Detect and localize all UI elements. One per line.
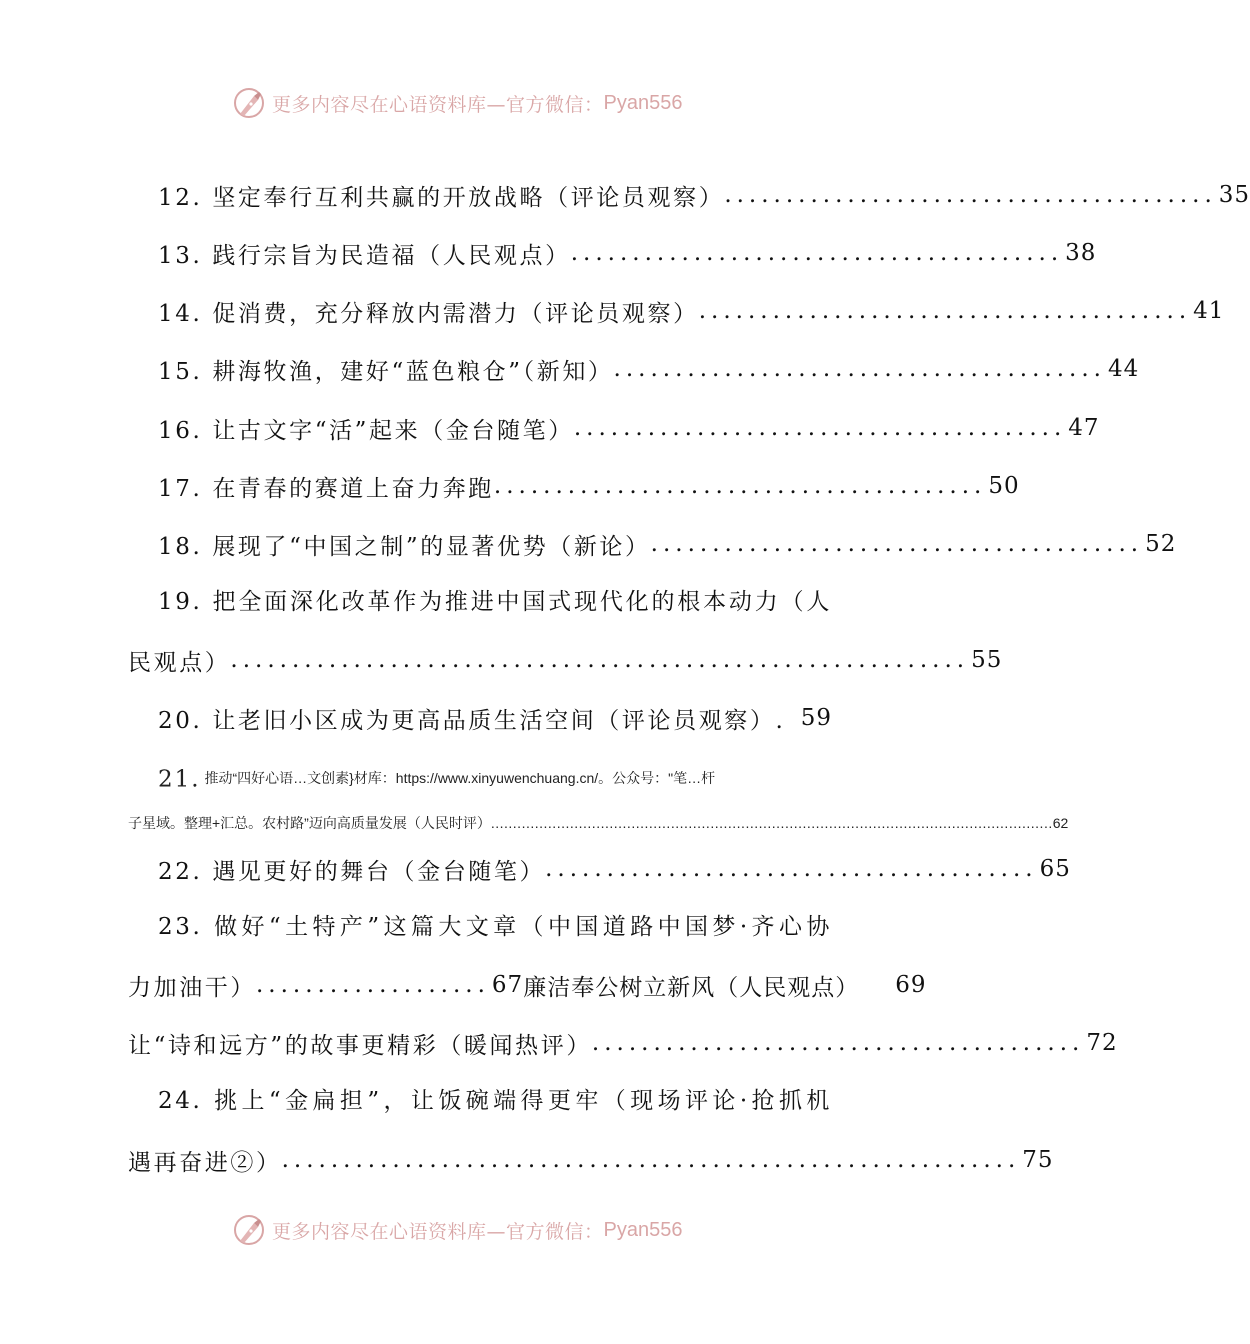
toc-page: 50 bbox=[988, 473, 1020, 499]
toc-item-14[interactable] bbox=[158, 291, 1225, 331]
dot-leader: ............................................................ bbox=[230, 647, 970, 673]
dot-leader: ........................................ bbox=[650, 531, 1144, 557]
dot-leader: ................................................................................................................................ bbox=[490, 815, 1053, 831]
toc-page: 65 bbox=[1039, 856, 1071, 882]
toc-item-13[interactable] bbox=[158, 233, 1097, 273]
toc-item-12[interactable] bbox=[158, 175, 1250, 215]
dot-leader: ........................................ bbox=[724, 182, 1217, 208]
toc-item-17[interactable] bbox=[158, 466, 1020, 506]
toc-item-23-line3[interactable] bbox=[128, 1023, 1118, 1063]
toc-page: 52 bbox=[1145, 531, 1177, 557]
dot-leader: ........................................ bbox=[545, 856, 1038, 882]
toc-title-extra: 廉洁奉公树立新风（人民观点） bbox=[523, 974, 860, 1001]
toc-title: 20. 让老旧小区成为更高品质生活空间（评论员观察）. bbox=[158, 707, 786, 734]
toc-page: 75 bbox=[1022, 1147, 1054, 1173]
toc-page: 59 bbox=[800, 705, 832, 731]
toc-page: 55 bbox=[971, 647, 1003, 673]
dot-leader: ........................................ bbox=[591, 1030, 1085, 1056]
dot-leader: ........................................ bbox=[570, 240, 1064, 266]
toc-title: 15. 耕海牧渔，建好“蓝色粮仓”（新知） bbox=[158, 358, 614, 385]
toc-title: 民观点） bbox=[128, 649, 231, 676]
toc-item-23-line1[interactable]: 23. 做好“土特产”这篇大文章（中国道路中国梦·齐心协 bbox=[158, 914, 832, 940]
dot-leader: ................... bbox=[256, 972, 490, 998]
toc-title: 遇再奋进②） bbox=[128, 1149, 282, 1176]
header-banner bbox=[232, 83, 682, 123]
pen-nib-logo-icon bbox=[232, 1213, 266, 1247]
toc-page: 38 bbox=[1065, 240, 1097, 266]
toc-page: 62 bbox=[1052, 815, 1069, 831]
toc-item-15[interactable] bbox=[158, 349, 1140, 389]
toc-title: 14. 促消费，充分释放内需潜力（评论员观察） bbox=[158, 300, 699, 327]
dot-leader: ............................................................ bbox=[281, 1147, 1021, 1173]
toc-item-21-line2[interactable] bbox=[128, 811, 1069, 835]
toc-item-16[interactable] bbox=[158, 408, 1100, 448]
toc-title: 力加油干） bbox=[128, 974, 256, 1001]
banner-text: 更多内容尽在心语资料库—官方微信： bbox=[272, 93, 604, 116]
toc-page: 44 bbox=[1107, 356, 1140, 382]
toc-item-24-line2[interactable] bbox=[128, 1140, 1054, 1180]
banner-text: 更多内容尽在心语资料库—官方微信： bbox=[272, 1220, 604, 1243]
dot-leader: ........................................ bbox=[493, 473, 987, 499]
toc-item-21-line1[interactable] bbox=[158, 766, 832, 793]
toc-page: 67 bbox=[491, 972, 524, 998]
toc-title: 17. 在青春的赛道上奋力奔跑 bbox=[158, 475, 494, 502]
toc-page: 41 bbox=[1193, 298, 1225, 324]
banner-wechat-id: Pyan556 bbox=[603, 91, 683, 114]
toc-item-23-line2[interactable] bbox=[128, 965, 927, 1005]
toc-item-20[interactable] bbox=[158, 698, 832, 738]
toc-title-small: 推动“四好心语…文创素}材库：https://www.xinyuwenchuang.cn/。公众号："笔…杆 bbox=[204, 770, 716, 786]
toc-title: 16. 让古文字“活”起来（金台随笔） bbox=[158, 417, 574, 444]
toc-page: 47 bbox=[1068, 415, 1100, 441]
dot-leader: ........................................ bbox=[698, 298, 1192, 324]
toc-title-small: 子星域。整理+汇总。农村路”迈向高质量发展（人民时评） bbox=[128, 815, 491, 831]
toc-title: 12. 坚定奉行互利共赢的开放战略（评论员观察） bbox=[158, 184, 725, 211]
dot-leader: ........................................ bbox=[573, 415, 1067, 441]
toc-number: 21. bbox=[158, 766, 201, 793]
toc-item-19-line2[interactable] bbox=[128, 640, 1003, 680]
dot-leader: ........................................ bbox=[613, 356, 1106, 382]
toc-title: 22. 遇见更好的舞台（金台随笔） bbox=[158, 858, 546, 885]
banner-wechat-id: Pyan556 bbox=[603, 1218, 683, 1241]
toc-title: 让“诗和远方”的故事更精彩（暖闻热评） bbox=[128, 1032, 592, 1059]
pen-nib-logo-icon bbox=[232, 86, 266, 120]
toc-item-19-line1[interactable]: 19. 把全面深化改革作为推进中国式现代化的根本动力（人 bbox=[158, 589, 832, 615]
toc-item-18[interactable] bbox=[158, 524, 1177, 564]
toc-page: 72 bbox=[1086, 1030, 1118, 1056]
toc-item-24-line1[interactable]: 24. 挑上“金扁担”，让饭碗端得更牢（现场评论·抢抓机 bbox=[158, 1088, 832, 1114]
toc-title: 13. 践行宗旨为民造福（人民观点） bbox=[158, 242, 571, 269]
footer-banner bbox=[232, 1210, 682, 1250]
toc-title: 18. 展现了“中国之制”的显著优势（新论） bbox=[158, 533, 651, 560]
toc-item-22[interactable] bbox=[158, 849, 1071, 889]
toc-page-extra: 69 bbox=[895, 972, 927, 998]
toc-page: 35 bbox=[1218, 182, 1250, 208]
